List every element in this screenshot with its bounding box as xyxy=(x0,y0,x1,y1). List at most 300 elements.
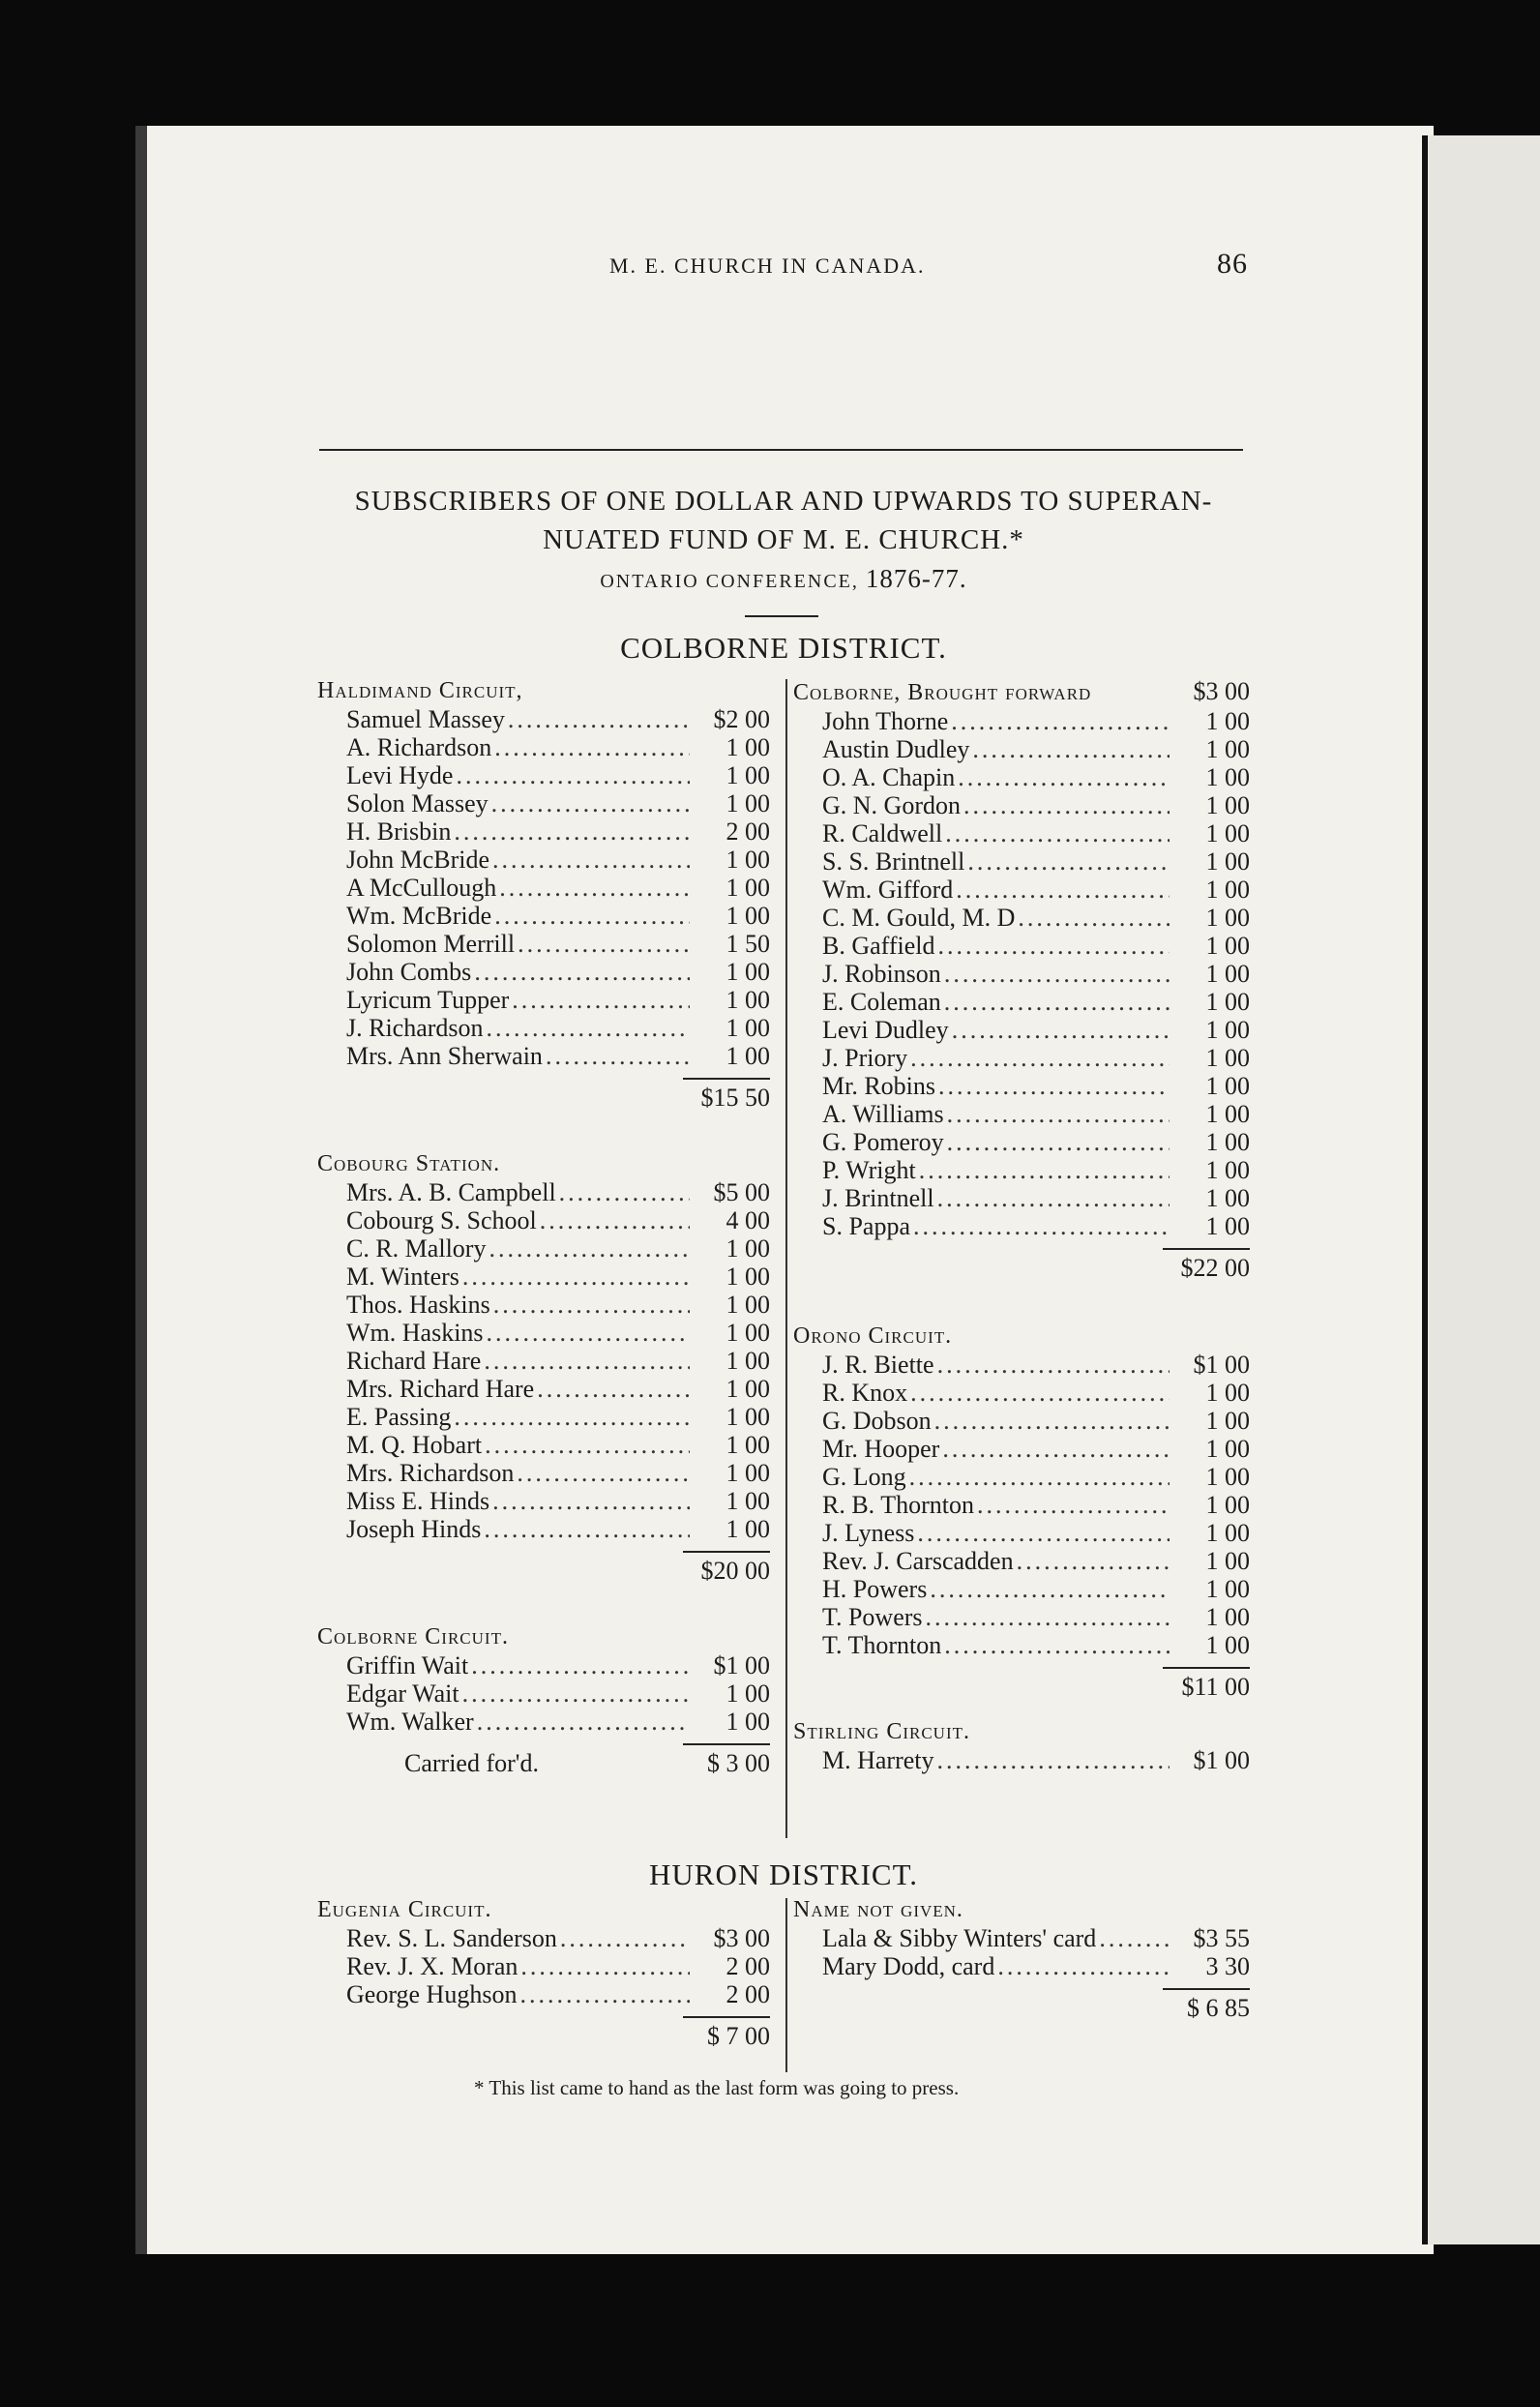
leader-dots xyxy=(944,988,1170,1016)
subscriber-amount: 1 00 xyxy=(1205,1100,1250,1128)
leader-dots xyxy=(474,958,690,986)
leader-dots xyxy=(926,1603,1170,1631)
subscriber-amount: 1 00 xyxy=(1205,1575,1250,1603)
subscriber-name: H. Brisbin xyxy=(346,817,452,846)
subscriber-row xyxy=(317,1952,770,1980)
subscriber-row xyxy=(793,1351,1250,1379)
haldimand-list xyxy=(317,705,770,1070)
next-page-edge xyxy=(1422,135,1540,2244)
subscriber-amount: 1 00 xyxy=(1205,960,1250,988)
subscriber-name: Joseph Hinds xyxy=(346,1515,482,1543)
subscriber-amount: 1 00 xyxy=(726,1515,770,1543)
brought-forward-amount: $3 00 xyxy=(1193,677,1250,705)
subscriber-row xyxy=(793,1631,1250,1659)
column-divider-top xyxy=(785,679,787,1838)
subscriber-amount: 1 00 xyxy=(726,1234,770,1263)
subscriber-amount: 1 00 xyxy=(726,1263,770,1291)
subscriber-row xyxy=(317,1403,770,1431)
subscriber-row xyxy=(317,1319,770,1347)
subscriber-name: John Combs xyxy=(346,958,472,986)
subscriber-amount: 3 30 xyxy=(1205,1952,1250,1980)
subscriber-amount: 1 00 xyxy=(1205,988,1250,1016)
subscriber-row xyxy=(793,1128,1250,1156)
subscriber-row xyxy=(793,819,1250,847)
subscriber-name: Cobourg S. School xyxy=(346,1206,537,1234)
subscriber-row xyxy=(317,1178,770,1206)
leader-dots xyxy=(951,707,1170,735)
subscriber-name: G. Long xyxy=(822,1463,906,1491)
subscriber-name: C. R. Mallory xyxy=(346,1234,487,1263)
subtotal-rule xyxy=(683,2016,770,2018)
leader-dots xyxy=(919,1156,1170,1184)
leader-dots xyxy=(508,705,690,733)
brought-forward-heading: Colborne, Brought forward xyxy=(793,680,1092,705)
subscriber-amount: 1 00 xyxy=(726,1487,770,1515)
subscriber-name: G. N. Gordon xyxy=(822,791,961,819)
colborne-list xyxy=(317,1651,770,1736)
subscriber-amount: $1 00 xyxy=(713,1651,770,1679)
subscriber-name: R. Caldwell xyxy=(822,819,943,847)
subscriber-row xyxy=(793,847,1250,876)
leader-dots xyxy=(499,874,690,902)
leader-dots xyxy=(958,763,1170,791)
subscriber-name: E. Passing xyxy=(346,1403,452,1431)
leader-dots xyxy=(454,817,690,846)
subscriber-name: H. Powers xyxy=(822,1575,928,1603)
subscriber-amount: 1 00 xyxy=(726,789,770,817)
subscriber-amount: 1 00 xyxy=(726,733,770,761)
subtotal-rule xyxy=(683,1743,770,1745)
subscriber-name: M. Harrety xyxy=(822,1746,934,1774)
carried-forward-amount: $ 3 00 xyxy=(707,1749,770,1777)
leader-dots xyxy=(1099,1924,1170,1952)
subscriber-name: Rev. S. L. Sanderson xyxy=(346,1924,557,1952)
subscriber-amount: $1 00 xyxy=(1193,1351,1250,1379)
leader-dots xyxy=(520,1952,690,1980)
leader-dots xyxy=(910,1044,1170,1072)
subscriber-name: Wm. Walker xyxy=(346,1708,474,1736)
subscriber-name: Austin Dudley xyxy=(822,735,970,763)
orono-circuit-heading: Orono Circuit. xyxy=(793,1323,953,1349)
subscriber-row xyxy=(317,1347,770,1375)
subscriber-row xyxy=(317,1708,770,1736)
leader-dots xyxy=(492,1487,690,1515)
subscriber-row xyxy=(317,958,770,986)
subscriber-row xyxy=(317,902,770,930)
subscriber-amount: 1 00 xyxy=(726,1403,770,1431)
name-not-given-heading: Name not given. xyxy=(793,1897,963,1922)
subscriber-row xyxy=(317,1980,770,2008)
subscriber-amount: 1 00 xyxy=(1205,1156,1250,1184)
subscriber-row xyxy=(317,761,770,789)
leader-dots xyxy=(967,847,1170,876)
leader-dots xyxy=(910,1379,1170,1407)
leader-dots xyxy=(537,1375,690,1403)
subscriber-row xyxy=(317,874,770,902)
eugenia-circuit-heading: Eugenia Circuit. xyxy=(317,1897,492,1922)
subscriber-name: Wm. McBride xyxy=(346,902,492,930)
subscriber-row xyxy=(793,932,1250,960)
subscriber-amount: 1 00 xyxy=(726,846,770,874)
subscriber-amount: $5 00 xyxy=(713,1178,770,1206)
name-not-given-total: $ 6 85 xyxy=(1187,1994,1250,2022)
subscriber-row xyxy=(317,733,770,761)
subscriber-amount: 1 00 xyxy=(1205,819,1250,847)
subscriber-name: G. Pomeroy xyxy=(822,1128,944,1156)
subscriber-amount: 1 00 xyxy=(726,902,770,930)
leader-dots xyxy=(937,1184,1170,1212)
subscriber-row xyxy=(793,763,1250,791)
leader-dots xyxy=(489,1234,690,1263)
subscriber-row xyxy=(317,705,770,733)
leader-dots xyxy=(518,930,690,958)
subscriber-row xyxy=(793,1212,1250,1240)
leader-dots xyxy=(485,1431,690,1459)
subscriber-row xyxy=(793,904,1250,932)
leader-dots xyxy=(559,1178,690,1206)
name-not-given-list xyxy=(793,1924,1250,1980)
haldimand-total: $15 50 xyxy=(700,1084,770,1112)
subscriber-amount: 4 00 xyxy=(726,1206,770,1234)
leader-dots xyxy=(462,1679,690,1708)
subscriber-row xyxy=(317,1515,770,1543)
subscriber-name: Mrs. A. B. Campbell xyxy=(346,1178,556,1206)
leader-dots xyxy=(972,735,1170,763)
subscriber-name: Wm. Gifford xyxy=(822,876,954,904)
footnote: * This list came to hand as the last form was going to press. xyxy=(474,2076,960,2099)
subscriber-row xyxy=(793,791,1250,819)
subscriber-row xyxy=(793,1184,1250,1212)
subscriber-name: J. Robinson xyxy=(822,960,941,988)
subscriber-amount: 1 00 xyxy=(726,1459,770,1487)
subscriber-amount: 1 00 xyxy=(1205,1072,1250,1100)
subscriber-name: Griffin Wait xyxy=(346,1651,469,1679)
subscriber-row xyxy=(317,846,770,874)
subscriber-row xyxy=(793,1491,1250,1519)
subscriber-row xyxy=(793,988,1250,1016)
subscriber-row xyxy=(793,707,1250,735)
leader-dots xyxy=(952,1016,1170,1044)
subscriber-amount: 1 00 xyxy=(1205,1631,1250,1659)
subscriber-amount: 1 00 xyxy=(1205,791,1250,819)
subscriber-name: Edgar Wait xyxy=(346,1679,459,1708)
leader-dots xyxy=(977,1491,1170,1519)
subscriber-amount: 1 00 xyxy=(1205,1379,1250,1407)
left-column xyxy=(317,677,770,1777)
subscriber-amount: 1 00 xyxy=(1205,1044,1250,1072)
subscriber-row xyxy=(317,1206,770,1234)
subtotal-rule xyxy=(1163,1667,1250,1669)
subscriber-amount: 1 00 xyxy=(1205,707,1250,735)
subscriber-row xyxy=(793,1407,1250,1435)
subscriber-amount: 1 00 xyxy=(1205,847,1250,876)
subscriber-row xyxy=(793,1519,1250,1547)
leader-dots xyxy=(471,1651,690,1679)
subscriber-amount: 1 00 xyxy=(1205,1463,1250,1491)
subscriber-name: A. Richardson xyxy=(346,733,492,761)
subscriber-row xyxy=(317,1014,770,1042)
subscriber-name: J. Brintnell xyxy=(822,1184,934,1212)
subscriber-row xyxy=(317,1375,770,1403)
leader-dots xyxy=(913,1212,1170,1240)
title-line-2: NUATED FUND OF M. E. CHURCH.* xyxy=(543,524,1024,555)
subscriber-name: J. Richardson xyxy=(346,1014,484,1042)
subscriber-name: Mr. Hooper xyxy=(822,1435,940,1463)
subscriber-name: Miss E. Hinds xyxy=(346,1487,490,1515)
subscriber-row xyxy=(317,1042,770,1070)
subscriber-amount: 1 00 xyxy=(1205,1184,1250,1212)
carried-forward-label: Carried for'd. xyxy=(404,1749,539,1777)
subscriber-name: Mary Dodd, card xyxy=(822,1952,995,1980)
subscriber-row xyxy=(793,1952,1250,1980)
subscriber-amount: 1 00 xyxy=(726,986,770,1014)
leader-dots xyxy=(494,733,690,761)
subscriber-name: G. Dobson xyxy=(822,1407,932,1435)
title-line-1: SUBSCRIBERS OF ONE DOLLAR AND UPWARDS TO SUPERAN- xyxy=(354,486,1213,517)
subscriber-amount: 1 00 xyxy=(726,1291,770,1319)
subscriber-name: Mrs. Richard Hare xyxy=(346,1375,535,1403)
subscriber-name: R. B. Thornton xyxy=(822,1491,974,1519)
leader-dots xyxy=(937,1351,1170,1379)
subscriber-name: B. Gaffield xyxy=(822,932,935,960)
stirling-circuit-heading: Stirling Circuit. xyxy=(793,1719,970,1744)
conference-subtitle xyxy=(310,559,1258,601)
subscriber-amount: 1 00 xyxy=(1205,735,1250,763)
subscriber-row xyxy=(317,789,770,817)
subscriber-amount: 1 00 xyxy=(726,1375,770,1403)
leader-dots xyxy=(934,1407,1170,1435)
leader-dots xyxy=(477,1708,690,1736)
subscriber-row xyxy=(793,876,1250,904)
leader-dots xyxy=(947,1100,1170,1128)
subscriber-amount: 1 00 xyxy=(1205,1435,1250,1463)
subscriber-amount: 1 00 xyxy=(726,1347,770,1375)
leader-dots xyxy=(487,1014,690,1042)
subscriber-row xyxy=(317,1487,770,1515)
leader-dots xyxy=(491,789,690,817)
page-title xyxy=(310,482,1258,601)
subscriber-name: M. Winters xyxy=(346,1263,459,1291)
leader-dots xyxy=(938,932,1170,960)
leader-dots xyxy=(945,819,1170,847)
subscriber-row xyxy=(793,1746,1250,1774)
subscriber-row xyxy=(793,1547,1250,1575)
subscriber-amount: 1 00 xyxy=(1205,1547,1250,1575)
leader-dots xyxy=(484,1515,690,1543)
subscriber-name: Rev. J. Carscadden xyxy=(822,1547,1014,1575)
subscriber-name: C. M. Gould, M. D xyxy=(822,904,1016,932)
cobourg-station-heading: Cobourg Station. xyxy=(317,1151,501,1176)
subscriber-amount: 1 00 xyxy=(726,1319,770,1347)
subscriber-row xyxy=(317,1651,770,1679)
subscriber-amount: 1 00 xyxy=(726,1708,770,1736)
subscriber-row xyxy=(317,1234,770,1263)
conference-year: 1876-77. xyxy=(865,564,967,593)
subscriber-name: Lala & Sibby Winters' card xyxy=(822,1924,1097,1952)
subscriber-amount: 1 00 xyxy=(1205,1128,1250,1156)
leader-dots xyxy=(493,1291,690,1319)
subscriber-amount: 1 00 xyxy=(726,1431,770,1459)
leader-dots xyxy=(1018,904,1170,932)
leader-dots xyxy=(942,1435,1170,1463)
subscriber-name: Lyricum Tupper xyxy=(346,986,510,1014)
stirling-list xyxy=(793,1746,1250,1774)
leader-dots xyxy=(909,1463,1170,1491)
colborne-district-heading: COLBORNE DISTRICT. xyxy=(620,631,947,665)
subscriber-row xyxy=(317,1263,770,1291)
subscriber-name: John Thorne xyxy=(822,707,949,735)
subscriber-name: J. Lyness xyxy=(822,1519,915,1547)
subscriber-row xyxy=(793,1100,1250,1128)
subscriber-amount: $3 00 xyxy=(713,1924,770,1952)
subtotal-rule xyxy=(683,1551,770,1553)
orono-total: $11 00 xyxy=(1181,1673,1250,1701)
subscriber-name: S. S. Brintnell xyxy=(822,847,965,876)
subscriber-amount: 1 00 xyxy=(1205,1603,1250,1631)
subscriber-name: S. Pappa xyxy=(822,1212,910,1240)
subscriber-row xyxy=(793,1379,1250,1407)
colborne-right-total: $22 00 xyxy=(1180,1254,1250,1282)
leader-dots xyxy=(494,902,690,930)
column-divider-bottom xyxy=(785,1898,787,2072)
subscriber-name: Richard Hare xyxy=(346,1347,482,1375)
subscriber-row xyxy=(317,1291,770,1319)
leader-dots xyxy=(560,1924,690,1952)
subscriber-amount: 1 00 xyxy=(726,958,770,986)
subscriber-name: Mr. Robins xyxy=(822,1072,936,1100)
subscriber-amount: 1 00 xyxy=(1205,932,1250,960)
running-head-title: M. E. CHURCH IN CANADA. xyxy=(609,253,926,278)
haldimand-circuit-heading: Haldimand Circuit, xyxy=(317,678,523,703)
cobourg-list xyxy=(317,1178,770,1543)
leader-dots xyxy=(454,1403,690,1431)
subscriber-name: A. Williams xyxy=(822,1100,944,1128)
subscriber-amount: $2 00 xyxy=(713,705,770,733)
subscriber-name: Solon Massey xyxy=(346,789,489,817)
subtotal-rule xyxy=(1163,1248,1250,1250)
subscriber-name: T. Powers xyxy=(822,1603,923,1631)
subscriber-row xyxy=(317,986,770,1014)
leader-dots xyxy=(517,1459,690,1487)
subscriber-row xyxy=(793,1435,1250,1463)
subscriber-row xyxy=(793,1924,1250,1952)
subscriber-amount: $3 55 xyxy=(1193,1924,1250,1952)
leader-dots xyxy=(938,1072,1170,1100)
right-column xyxy=(793,677,1250,1774)
huron-right-column xyxy=(793,1896,1250,2022)
subscriber-row xyxy=(793,1072,1250,1100)
subscriber-name: Thos. Haskins xyxy=(346,1291,490,1319)
leader-dots xyxy=(487,1319,690,1347)
subscriber-amount: 2 00 xyxy=(726,1980,770,2008)
subscriber-row xyxy=(793,960,1250,988)
leader-dots xyxy=(484,1347,690,1375)
leader-dots xyxy=(917,1519,1170,1547)
subscriber-amount: 2 00 xyxy=(726,1952,770,1980)
subscriber-name: John McBride xyxy=(346,846,490,874)
subscriber-amount: 1 00 xyxy=(1205,904,1250,932)
subtotal-rule xyxy=(1163,1988,1250,1990)
subscriber-amount: 1 00 xyxy=(726,1679,770,1708)
subscriber-name: George Hughson xyxy=(346,1980,518,2008)
subscriber-amount: 1 00 xyxy=(1205,1519,1250,1547)
subscriber-name: Rev. J. X. Moran xyxy=(346,1952,518,1980)
subscriber-amount: 1 00 xyxy=(1205,1407,1250,1435)
subscriber-row xyxy=(793,1156,1250,1184)
subscriber-row xyxy=(317,930,770,958)
subscriber-row xyxy=(317,1679,770,1708)
header-rule xyxy=(319,449,1243,451)
eugenia-total: $ 7 00 xyxy=(707,2022,770,2050)
subscriber-row xyxy=(793,1603,1250,1631)
subscriber-name: O. A. Chapin xyxy=(822,763,956,791)
subscriber-name: Mrs. Ann Sherwain xyxy=(346,1042,543,1070)
subscriber-amount: 1 00 xyxy=(726,1042,770,1070)
subscriber-amount: 1 00 xyxy=(726,1014,770,1042)
eugenia-list xyxy=(317,1924,770,2008)
leader-dots xyxy=(947,1128,1170,1156)
leader-dots xyxy=(930,1575,1170,1603)
carried-forward-row xyxy=(317,1749,770,1777)
subscriber-row xyxy=(793,1575,1250,1603)
subscriber-row xyxy=(317,1431,770,1459)
subscriber-name: M. Q. Hobart xyxy=(346,1431,483,1459)
orono-list xyxy=(793,1351,1250,1659)
leader-dots xyxy=(997,1952,1170,1980)
subscriber-amount: 1 00 xyxy=(1205,763,1250,791)
subtotal-rule xyxy=(683,1078,770,1080)
subscriber-amount: 1 00 xyxy=(1205,1491,1250,1519)
huron-district-heading: HURON DISTRICT. xyxy=(649,1857,918,1891)
subscriber-name: P. Wright xyxy=(822,1156,916,1184)
leader-dots xyxy=(462,1263,690,1291)
huron-left-column xyxy=(317,1896,770,2050)
subscriber-name: T. Thornton xyxy=(822,1631,942,1659)
subscriber-amount: $1 00 xyxy=(1193,1746,1250,1774)
conference-name: ONTARIO CONFERENCE, xyxy=(600,571,859,592)
leader-dots xyxy=(1017,1547,1170,1575)
subscriber-name: J. Priory xyxy=(822,1044,908,1072)
subscriber-amount: 2 00 xyxy=(726,817,770,846)
subscriber-name: Solomon Merrill xyxy=(346,930,516,958)
leader-dots xyxy=(456,761,690,789)
leader-dots xyxy=(937,1746,1170,1774)
subscriber-amount: 1 50 xyxy=(726,930,770,958)
subscriber-name: Levi Hyde xyxy=(346,761,454,789)
brought-forward-list xyxy=(793,707,1250,1240)
subscriber-amount: 1 00 xyxy=(1205,876,1250,904)
subscriber-row xyxy=(793,735,1250,763)
subscriber-amount: 1 00 xyxy=(1205,1212,1250,1240)
leader-dots xyxy=(540,1206,690,1234)
leader-dots xyxy=(963,791,1170,819)
leader-dots xyxy=(492,846,690,874)
subscriber-name: R. Knox xyxy=(822,1379,908,1407)
subscriber-amount: 1 00 xyxy=(726,761,770,789)
subscriber-row xyxy=(793,1016,1250,1044)
brought-forward-row xyxy=(793,677,1250,707)
leader-dots xyxy=(546,1042,690,1070)
cobourg-total: $20 00 xyxy=(700,1557,770,1585)
subscriber-name: Wm. Haskins xyxy=(346,1319,484,1347)
subscriber-row xyxy=(317,1459,770,1487)
subscriber-row xyxy=(317,1924,770,1952)
leader-dots xyxy=(956,876,1170,904)
subscriber-amount: 1 00 xyxy=(726,874,770,902)
title-rule xyxy=(745,615,818,617)
page-number: 86 xyxy=(1217,248,1248,280)
leader-dots xyxy=(512,986,690,1014)
